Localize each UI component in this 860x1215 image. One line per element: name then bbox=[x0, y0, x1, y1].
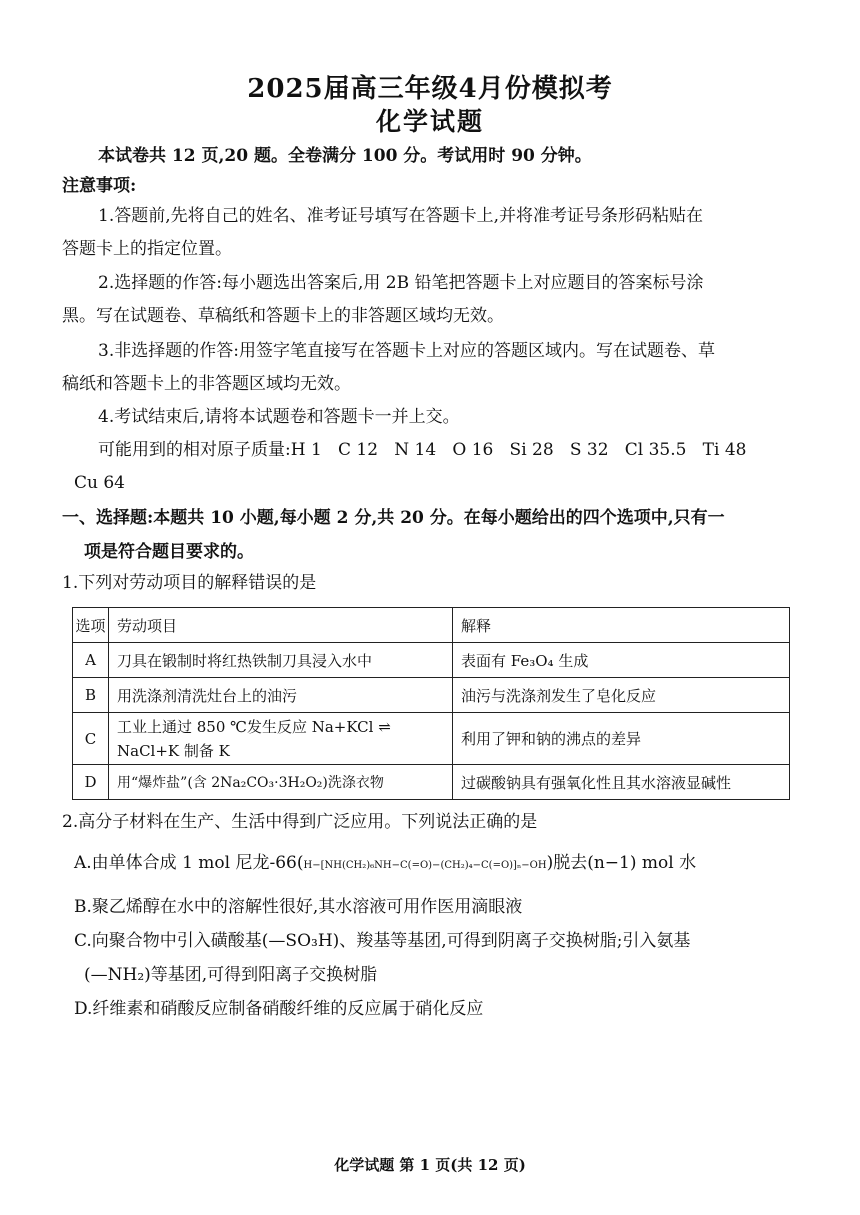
row-explain: 表面有 Fe₃O₄ 生成 bbox=[453, 643, 790, 678]
note-1a: 1.答题前,先将自己的姓名、准考证号填写在答题卡上,并将准考证号条形码粘贴在 bbox=[98, 206, 704, 226]
q2-option-c-line2: (—NH₂)等基团,可得到阳离子交换树脂 bbox=[84, 965, 378, 985]
row-project-line-2: NaCl+K 制备 K bbox=[117, 741, 230, 760]
row-project: 用“爆炸盐”(含 2Na₂CO₃·3H₂O₂)洗涤衣物 bbox=[109, 765, 453, 800]
section1-heading: 一、选择题:本题共 10 小题,每小题 2 分,共 20 分。在每小题给出的四个选项中,只有一 bbox=[62, 508, 725, 528]
q2-option-c-line1: C.向聚合物中引入磺酸基(—SO₃H)、羧基等基团,可得到阴离子交换树脂;引入氨基 bbox=[74, 931, 691, 951]
row-project: 用洗涤剂清洗灶台上的油污 bbox=[109, 678, 453, 713]
note-3a: 3.非选择题的作答:用签字笔直接写在答题卡上对应的答题区域内。写在试题卷、草 bbox=[98, 341, 715, 361]
note-3b: 稿纸和答题卡上的非答题区域均无效。 bbox=[62, 374, 351, 394]
row-project: 刀具在锻制时将红热铁制刀具浸入水中 bbox=[109, 643, 453, 678]
section1-heading-cont: 项是符合题目要求的。 bbox=[84, 542, 254, 562]
table-header-row bbox=[73, 608, 790, 643]
exam-summary: 本试卷共 12 页,20 题。全卷满分 100 分。考试用时 90 分钟。 bbox=[98, 146, 592, 166]
q2-option-a-pre: A.由单体合成 1 mol 尼龙-66( bbox=[74, 853, 304, 873]
page-footer: 化学试题 第 1 页(共 12 页) bbox=[334, 1156, 526, 1174]
atomic-mass-line-2: Cu 64 bbox=[74, 473, 125, 493]
row-explain: 过碳酸钠具有强氧化性且其水溶液显碱性 bbox=[453, 765, 790, 800]
subject-title: 化学试题 bbox=[375, 107, 484, 136]
q2-option-b: B.聚乙烯醇在水中的溶解性很好,其水溶液可用作医用滴眼液 bbox=[74, 897, 523, 917]
row-explain: 油污与洗涤剂发生了皂化反应 bbox=[453, 678, 790, 713]
header-option: 选项 bbox=[73, 608, 109, 643]
q1-stem: 1.下列对劳动项目的解释错误的是 bbox=[62, 573, 317, 593]
q2-option-d: D.纤维素和硝酸反应制备硝酸纤维的反应属于硝化反应 bbox=[74, 999, 484, 1019]
header-project: 劳动项目 bbox=[109, 608, 453, 643]
row-project bbox=[109, 713, 453, 765]
row-explain: 利用了钾和钠的沸点的差异 bbox=[453, 713, 790, 765]
table-row bbox=[73, 713, 790, 765]
q1-table bbox=[72, 607, 790, 800]
row-option: D bbox=[73, 765, 109, 800]
header-explain: 解释 bbox=[453, 608, 790, 643]
row-option: B bbox=[73, 678, 109, 713]
note-1b: 答题卡上的指定位置。 bbox=[62, 239, 232, 259]
row-option: C bbox=[73, 713, 109, 765]
row-option: A bbox=[73, 643, 109, 678]
note-2a: 2.选择题的作答:每小题选出答案后,用 2B 铅笔把答题卡上对应题目的答案标号涂 bbox=[98, 273, 704, 293]
note-4: 4.考试结束后,请将本试题卷和答题卡一并上交。 bbox=[98, 407, 460, 427]
nylon-66-formula: H−[NH(CH₂)₆NH−C(=O)−(CH₂)₄−C(=O)]ₙ−OH bbox=[303, 860, 547, 871]
atomic-mass-line-1: 可能用到的相对原子质量:H 1 C 12 N 14 O 16 Si 28 S 32 Cl 35.5 Ti 48 bbox=[98, 440, 747, 460]
table-row bbox=[73, 765, 790, 800]
table-row bbox=[73, 643, 790, 678]
notes-heading: 注意事项: bbox=[62, 176, 137, 196]
q2-option-a-post: )脱去(n−1) mol 水 bbox=[546, 853, 697, 873]
exam-title: 2025届高三年级4月份模拟考 bbox=[247, 74, 613, 104]
note-2b: 黑。写在试题卷、草稿纸和答题卡上的非答题区域均无效。 bbox=[62, 306, 504, 326]
row-project-line-1: 工业上通过 850 ℃发生反应 Na+KCl ⇌ bbox=[117, 717, 391, 736]
table-row bbox=[73, 678, 790, 713]
q2-option-a bbox=[74, 852, 696, 877]
q2-stem: 2.高分子材料在生产、生活中得到广泛应用。下列说法正确的是 bbox=[62, 812, 538, 832]
